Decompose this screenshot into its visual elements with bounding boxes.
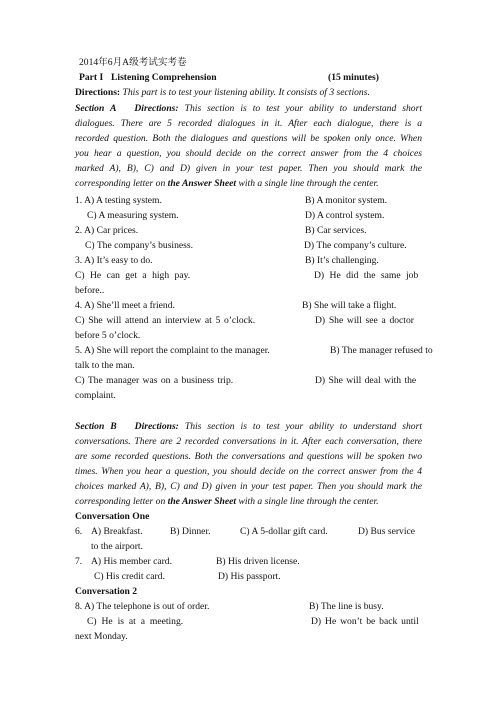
q5-option-b: B) The manager refused to <box>330 345 433 356</box>
sectionB-directions-line-6 <box>75 494 379 509</box>
q3-option-b: B) It’s challenging. <box>305 255 379 266</box>
q2-option-b: B) Car services. <box>305 225 367 236</box>
q2-option-a: 2. A) Car prices. <box>75 225 139 236</box>
conversation-2-title: Conversation 2 <box>75 586 138 597</box>
q6-option-d-cont: to the airport. <box>91 541 143 552</box>
sectionA-directions-label: Directions: <box>134 103 179 114</box>
q8-option-b: B) The line is busy. <box>309 601 384 612</box>
line-text: with a single line through the center. <box>238 178 379 189</box>
q6-option-b: B) Dinner. <box>170 526 211 537</box>
sectionA-directions-line-2: dialogues. There are 5 recorded dialogues in it. After each dialogue, there is a <box>75 118 422 129</box>
answer-sheet-text: the Answer Sheet <box>167 496 237 507</box>
sectionA-directions-line-4: you hear a question, you should decide on the correct answer from the 4 choices <box>75 148 422 159</box>
line-text: with a single line through the center. <box>238 496 379 507</box>
q7-option-b: B) His driven license. <box>216 556 300 567</box>
q4-option-d: D) She will see a doctor <box>315 315 414 326</box>
directions-label: Directions: <box>75 87 121 98</box>
sectionA-directions-line-1 <box>75 101 422 116</box>
conversation-one-title: Conversation One <box>75 511 150 522</box>
q3-option-c: C) He can get a high pay. <box>75 270 191 281</box>
sectionB-directions-line-4: times. When you hear a question, you should decide on the correct answer from the 4 <box>75 466 422 477</box>
q5-option-a: 5. A) She will report the complaint to the manager. <box>75 345 270 356</box>
q5-option-c: C) The manager was on a business trip. <box>75 375 234 386</box>
q1-option-d: D) A control system. <box>305 210 385 221</box>
sectionA-line-text: This section is to test your ability to understand short <box>184 103 422 114</box>
part1-time: (15 minutes) <box>328 72 379 83</box>
q6-option-a: A) Breakfast. <box>91 526 143 537</box>
q8-option-a: 8. A) The telephone is out of order. <box>75 601 210 612</box>
q1-option-b: B) A monitor system. <box>305 195 388 206</box>
q1-option-a: 1. A) A testing system. <box>75 195 162 206</box>
q3-option-a: 3. A) It’s easy to do. <box>75 255 153 266</box>
part1-title: Listening Comprehension <box>111 72 217 83</box>
sectionB-directions-line-2: conversations. There are 2 recorded conversations in it. After each conversation, there <box>75 436 422 447</box>
sectionA-directions-line-3: recorded question. Both the dialogues and questions will be spoken only once. When <box>75 133 422 144</box>
q7-option-c: C) His credit card. <box>94 571 165 582</box>
sectionB-directions-line-1 <box>75 419 422 434</box>
part1-directions <box>75 85 370 100</box>
sectionB-directions-line-3: are some recorded questions. Both the conversations and questions will be spoken two <box>75 451 422 462</box>
q1-option-c: C) A measuring system. <box>87 210 179 221</box>
q2-option-c: C) The company’s business. <box>85 240 194 251</box>
directions-text: This part is to test your listening ability. It consists of 3 sections. <box>122 87 370 98</box>
q8-option-d-cont: next Monday. <box>75 631 128 642</box>
sectionA-directions-line-6 <box>75 176 379 191</box>
q7-option-a: A) His member card. <box>91 556 172 567</box>
q8-option-d: D) He won’t be back until <box>311 616 419 627</box>
q3-option-d-cont: before.. <box>75 285 105 296</box>
q8-option-c: C) He is at a meeting. <box>87 616 184 627</box>
sectionB-line-text: This section is to test your ability to understand short <box>184 421 423 432</box>
q4-option-b: B) She will take a flight. <box>302 300 397 311</box>
q4-option-a: 4. A) She’ll meet a friend. <box>75 300 175 311</box>
q5-option-a-cont: talk to the man. <box>75 360 135 371</box>
sectionA-directions-line-5: marked A), B), C) and D) given in your test paper. Then you should mark the <box>75 163 422 174</box>
q2-option-d: D) The company’s culture. <box>304 240 407 251</box>
q6-option-c: C) A 5-dollar gift card. <box>240 526 328 537</box>
line-text: corresponding letter on <box>75 178 166 189</box>
q4-option-d-cont: before 5 o’clock. <box>75 330 141 341</box>
q3-option-d: D) He did the same job <box>314 270 419 281</box>
sectionA-label: Section A <box>75 103 117 114</box>
answer-sheet-text: the Answer Sheet <box>167 178 237 189</box>
q7-number: 7. <box>75 556 83 567</box>
q5-option-d-cont: complaint. <box>75 390 116 401</box>
q4-option-c: C) She will attend an interview at 5 o’clock. <box>75 315 256 326</box>
q5-option-d: D) She will deal with the <box>315 375 417 386</box>
sectionB-label: Section B <box>75 421 117 432</box>
exam-title: 2014年6月A级考试实考卷 <box>79 57 187 68</box>
q6-number: 6. <box>75 526 83 537</box>
q6-option-d: D) Bus service <box>358 526 416 537</box>
q7-option-d: D) His passport. <box>218 571 281 582</box>
sectionB-directions-line-5: choices marked A), B), C) and D) given in your test paper. Then you should mark the <box>75 481 422 492</box>
line-text: corresponding letter on <box>75 496 166 507</box>
part1-label: Part I <box>79 72 104 83</box>
sectionB-directions-label: Directions: <box>134 421 179 432</box>
